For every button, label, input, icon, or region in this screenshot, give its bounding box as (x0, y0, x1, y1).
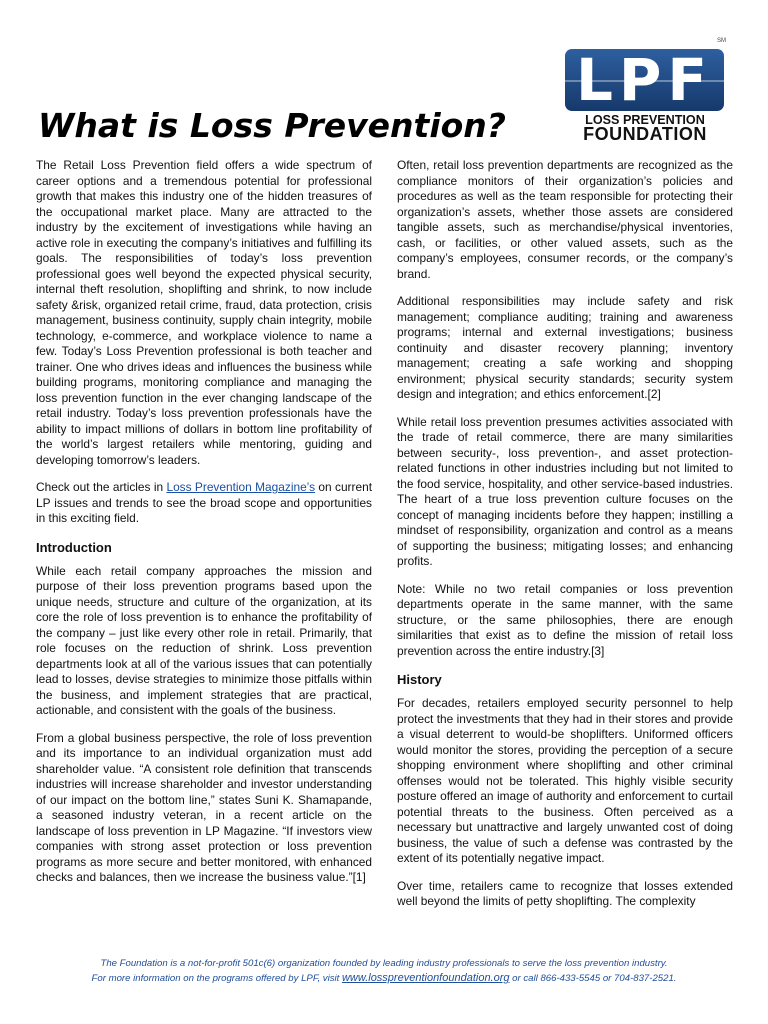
logo-text-line1: LOSS PREVENTION (585, 113, 705, 127)
paragraph-magazine (36, 480, 372, 527)
paragraph-text: on current LP issues and trends to see the broad scope and opportunities in this exciting field. (36, 480, 372, 525)
paragraph-over-time: Over time, retailers came to recognize that losses extended well beyond the limits of petty shoplifting. The complexity (397, 878, 733, 908)
paragraph-note: Note: While no two retail companies or loss prevention departments operate in the same manner, with the same structure, or the same philosophies, there are enough similarities that exist as to define the mission of retail loss prevention across the entire industry.[3] (397, 581, 733, 658)
logo-letters: LPF (575, 46, 714, 114)
section-heading-introduction: Introduction (36, 539, 112, 555)
paragraph-global-perspective: From a global business perspective, the role of loss prevention and its importance to an individual organization must add shareholder value. “A consistent role definition that transcends industries will increase shareholder and investor understanding of our impact on the bottom line,” states Suni K. Shamapande, a seasoned industry veteran, in a recent article on the landscape of loss prevention in LP Magazine. “If investors view companies with strong asset protection or loss prevention programs as more secure and better monitored, with enhanced checks and balances, then we increase the business value.”[1] (36, 730, 372, 884)
section-heading-history: History (397, 672, 442, 687)
paragraph-overview: The Retail Loss Prevention field offers a wide spectrum of career options and a tremendous potential for professional growth that makes this industry one of the hidden treasures of the occupational market place. Many are attracted to the industry by the excitement of investigations while having an active role in executing the company’s initiatives and fulfilling its goals. The responsibilities of today’s loss prevention professional goes well beyond the expected physical security, internal theft resolution, shoplifting and shrink, to now include safety &risk, organized retail crime, fraud, data protection, crisis management, business continuity, supply chain integrity, mobile technology, e-commerce, and workplace violence to name a few. Today’s Loss Prevention professional is both teacher and trainer. One who drives ideas and influences the business while building programs, monitoring compliance and managing the loss prevention function in the ever changing landscape of the retail industry. Today’s loss prevention professionals have the ability to impact millions of dollars in bottom line profitability of the world’s largest retailers while mentoring, guiding and developing tomorrow’s leaders. (36, 158, 372, 467)
paragraph-introduction: While each retail company approaches the mission and purpose of their loss prevention programs based upon the unique needs, structure and culture of the organization, at its core the role of loss prevention is to enhance the profitability of the company – just like every other role in retail. Primarily, that role focuses on the reduction of shrink. Loss prevention departments look at all of the various issues that can potentially lead to losses, devise strategies to minimize those pitfalls within the business, and implement strategies that are practical, actionable, and consistent with the goals of the business. (36, 563, 372, 717)
paragraph-responsibilities: Additional responsibilities may include safety and risk management; compliance auditing; training and awareness programs; internal and external investigations; business continuity and disaster recovery planning; inventory management; creating a safe working and shopping environment; physical security standards; security system design and integration; and ethics enforcement.[2] (397, 294, 733, 401)
service-mark: SM (717, 38, 726, 44)
foundation-website-link[interactable]: www.losspreventionfoundation.org (341, 972, 510, 984)
lpf-logo (564, 38, 726, 144)
paragraph-similarities: While retail loss prevention presumes activities associated with the trade of retail commerce, there are many similarities between security-, loss prevention-, and asset protection-related functions in other industries including but not limited to the food service, hospitality, and other service-based industries. The heart of a true loss prevention culture focuses on the concept of managing incidents before they happen; instilling a mindset of responsibility, organization and control as a means of supporting the business; mitigating losses; and enhancing profits. (397, 414, 733, 568)
footer-contact-text: or call 866-433-5545 or 704-837-2521. (509, 973, 677, 984)
paragraph-compliance: Often, retail loss prevention departments are recognized as the compliance monitors of their organization’s policies and procedures as well as the team responsible for protecting their organization’s assets, whether those assets are considered tangible assets, such as merchandise/physical inventories, cash, or facilities, or other valued assets, such as the company’s employees, consumer records, or the company’s brand. (397, 158, 733, 281)
page-title: What is Loss Prevention? (38, 106, 506, 145)
paragraph-history: For decades, retailers employed security personnel to help protect the investments that they had in their stores and provide a visual deterrent to would-be shoplifters. Uniformed officers would monitor the stores, providing the perception of a secure shopping environment where shoplifting and other criminal offenses would not be tolerated. This highly visible security posture offered an image of authority and enforcement to curtail potential threats to the business. Often perceived as a necessary but unattractive and largely unwanted cost of doing business, the value of such a defense was contrasted by the extent of its potentially negative impact. (397, 696, 733, 865)
left-column (36, 158, 372, 944)
logo-badge (565, 46, 724, 114)
footer-line-2 (0, 971, 768, 986)
logo-text-line2: FOUNDATION (583, 124, 707, 144)
footer-text: For more information on the programs offered by LPF, visit (91, 973, 342, 984)
footer-line-1: The Foundation is a not-for-profit 501c(6) organization founded by leading industry professionals to serve the loss prevention industry. (100, 958, 668, 969)
paragraph-text: Check out the articles in (36, 480, 167, 494)
footer (0, 956, 768, 986)
magazine-link[interactable]: Loss Prevention Magazine’s (166, 480, 316, 494)
right-column (397, 158, 733, 944)
